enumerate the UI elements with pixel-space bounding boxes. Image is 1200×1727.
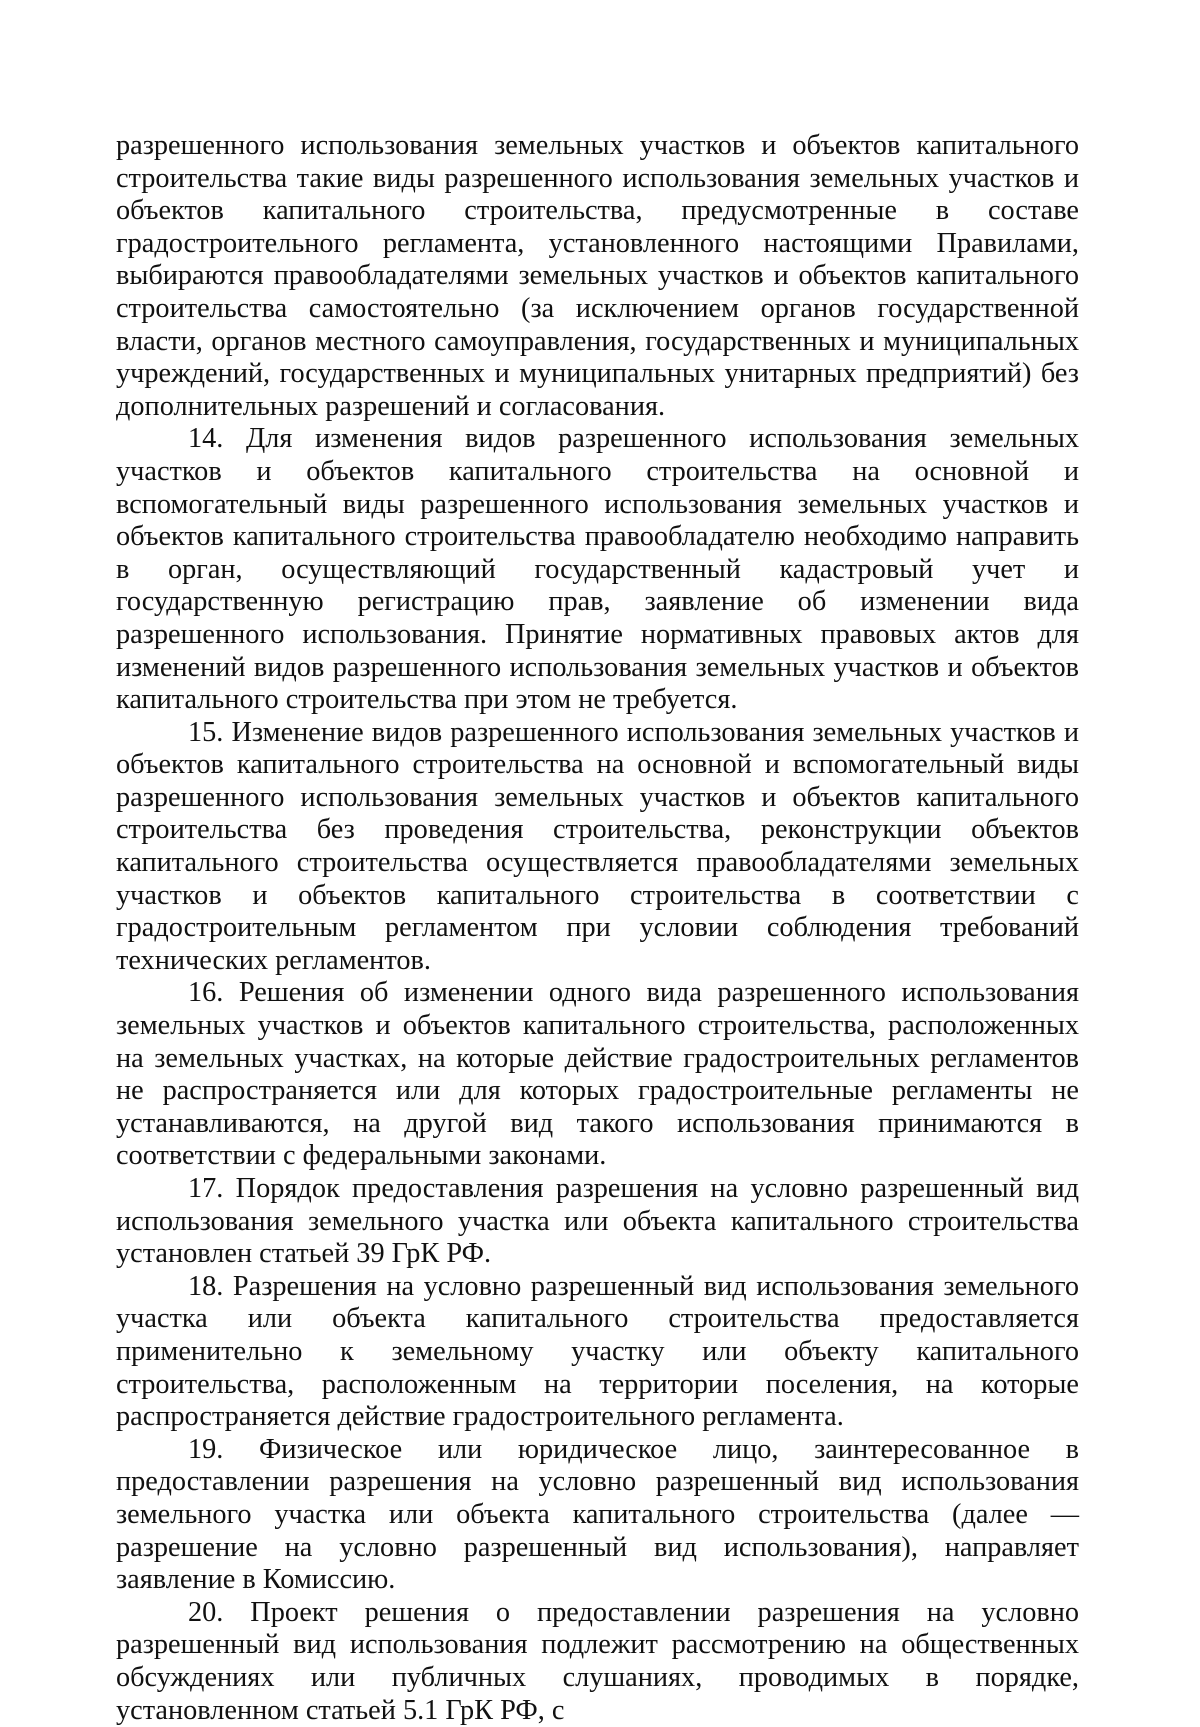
document-page [116,130,1079,1727]
paragraph-item-19: 19. Физическое или юридическое лицо, заинтересованное в предоставлении разрешения на условно разрешенный вид использования земельного участка или объекта капитального строительства (далее — разрешение на условно разрешенный вид использования), направляет заявление в Комиссию. [116,1433,1079,1596]
paragraph-item-17: 17. Порядок предоставления разрешения на условно разрешенный вид использования земельного участка или объекта капитального строительства установлен статьей 39 ГрК РФ. [116,1173,1079,1270]
paragraph-continuation: разрешенного использования земельных участков и объектов капитального строительства такие виды разрешенного использования земельных участков и объектов капитального строительства, предусмотренные в составе градостроительного регламента, установленного настоящими Правилами, выбираются правообладателями земельных участков и объектов капитального строительства самостоятельно (за исключением органов государственной власти, органов местного самоуправления, государственных и муниципальных учреждений, государственных и муниципальных унитарных предприятий) без дополнительных разрешений и согласования. [116,130,1079,422]
paragraph-item-15: 15. Изменение видов разрешенного использования земельных участков и объектов капитального строительства на основной и вспомогательный виды разрешенного использования земельных участков и объектов капитального строительства без проведения строительства, реконструкции объектов капитального строительства осуществляется правообладателями земельных участков и объектов капитального строительства в соответствии с градостроительным регламентом при условии соблюдения требований технических регламентов. [116,716,1079,976]
paragraph-item-20: 20. Проект решения о предоставлении разрешения на условно разрешенный вид использования подлежит рассмотрению на общественных обсуждениях или публичных слушаниях, проводимых в порядке, установленном статьей 5.1 ГрК РФ, с [116,1596,1079,1726]
paragraph-item-14: 14. Для изменения видов разрешенного использования земельных участков и объектов капитального строительства на основной и вспомогательный виды разрешенного использования земельных участков и объектов капитального строительства правообладателю необходимо направить в орган, осуществляющий государственный кадастровый учет и государственную регистрацию прав, заявление об изменении вида разрешенного использования. Принятие нормативных правовых актов для изменений видов разрешенного использования земельных участков и объектов капитального строительства при этом не требуется. [116,423,1079,716]
paragraph-item-18: 18. Разрешения на условно разрешенный вид использования земельного участка или объекта капитального строительства предоставляется применительно к земельному участку или объекту капитального строительства, расположенным на территории поселения, на которые распространяется действие градостроительного регламента. [116,1270,1079,1433]
paragraph-item-16: 16. Решения об изменении одного вида разрешенного использования земельных участков и объектов капитального строительства, расположенных на земельных участках, на которые действие градостроительных регламентов не распространяется или для которых градостроительные регламенты не устанавливаются, на другой вид такого использования принимаются в соответствии с федеральными законами. [116,977,1079,1172]
